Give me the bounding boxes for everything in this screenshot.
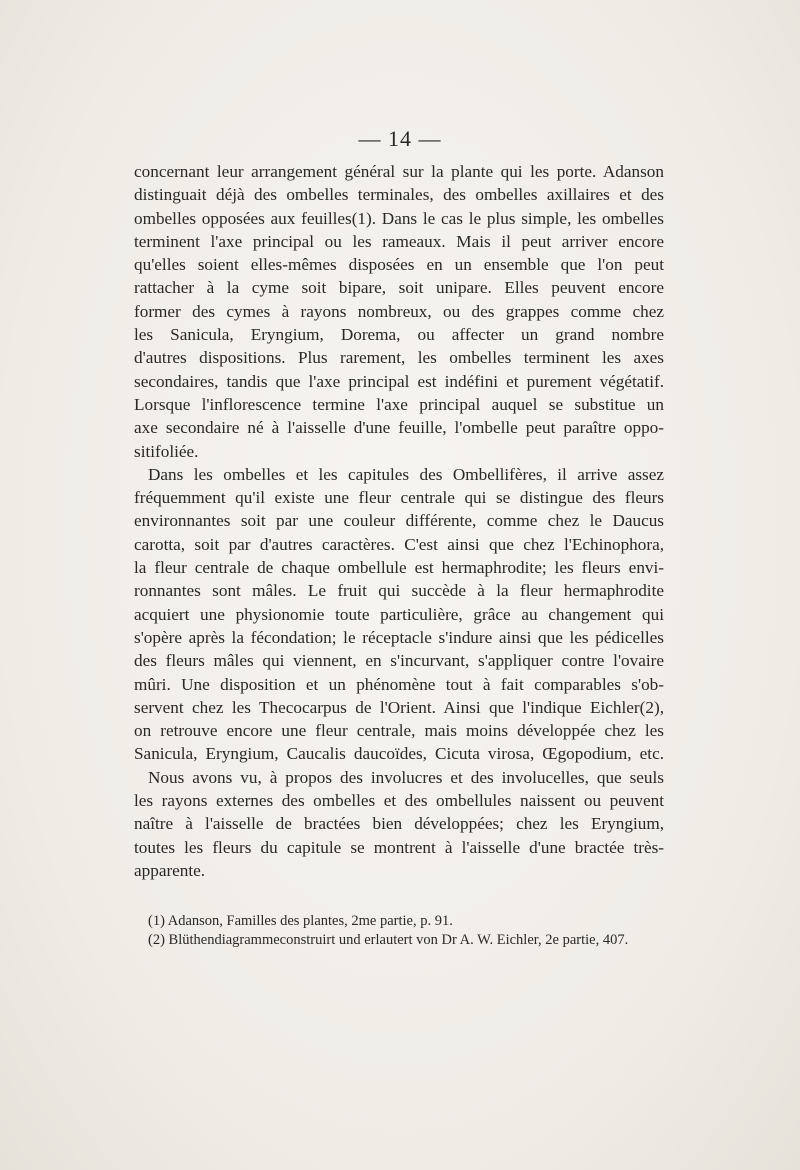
text-line: acquiert une physionomie toute particulière, grâce au changement qui: [134, 604, 664, 624]
text-line: fréquemment qu'il existe une fleur centrale qui se distingue des fleurs: [134, 488, 664, 508]
text-line: rattacher à la cyme soit bipare, soit unipare. Elles peuvent encore: [134, 278, 664, 298]
text-line: qu'elles soient elles-mêmes disposées en un ensemble que l'on peut: [134, 255, 664, 275]
text-line: apparente.: [134, 860, 206, 880]
text-line: Dans les ombelles et les capitules des Ombellifères, il arrive assez: [148, 464, 664, 484]
text-line: mûri. Une disposition et un phénomène tout à fait comparables s'ob-: [134, 674, 664, 694]
text-line: terminent l'axe principal ou les rameaux. Mais il peut arriver encore: [134, 231, 664, 251]
body-text: [134, 160, 664, 882]
text-line: sitifoliée.: [134, 441, 199, 461]
text-line: carotta, soit par d'autres caractères. C'est ainsi que chez l'Echinophora,: [134, 534, 664, 554]
text-line: la fleur centrale de chaque ombellule est hermaphrodite; les fleurs envi-: [134, 558, 664, 578]
text-line: les Sanicula, Eryngium, Dorema, ou affecter un grand nombre: [134, 325, 664, 345]
text-line: Lorsque l'inflorescence termine l'axe principal auquel se substitue un: [134, 394, 664, 414]
text-line: ronnantes sont mâles. Le fruit qui succède à la fleur hermaphrodite: [134, 581, 664, 601]
text-line: toutes les fleurs du capitule se montrent à l'aisselle d'une bractée très-: [134, 837, 664, 857]
text-line: Nous avons vu, à propos des involucres et des involucelles, que seuls: [148, 767, 664, 787]
text-line: les rayons externes des ombelles et des ombellules naissent ou peuvent: [134, 791, 664, 811]
footnote-1: (1) Adanson, Familles des plantes, 2me partie, p. 91.: [148, 913, 453, 929]
text-line: des fleurs mâles qui viennent, en s'incurvant, s'appliquer contre l'ovaire: [134, 651, 664, 671]
text-line: environnantes soit par une couleur différente, comme chez le Daucus: [134, 511, 664, 531]
footnotes: [148, 912, 668, 950]
paragraph-1: [134, 160, 664, 463]
text-line: Sanicula, Eryngium, Caucalis daucoïdes, Cicuta virosa, Œgopodium, etc.: [134, 744, 664, 764]
text-line: naître à l'aisselle de bractées bien développées; chez les Eryngium,: [134, 814, 664, 834]
paragraph-3: [134, 766, 664, 882]
text-line: on retrouve encore une fleur centrale, mais moins développée chez les: [134, 721, 664, 741]
text-line: former des cymes à rayons nombreux, ou des grappes comme chez: [134, 301, 664, 321]
text-line: axe secondaire né à l'aisselle d'une feuille, l'ombelle peut paraître oppo-: [134, 418, 664, 438]
text-line: secondaires, tandis que l'axe principal est indéfini et purement végétatif.: [134, 371, 664, 391]
paragraph-2: [134, 463, 664, 766]
page-number: — 14 —: [358, 126, 442, 151]
text-line: d'autres dispositions. Plus rarement, les ombelles terminent les axes: [134, 348, 664, 368]
footnote-2: (2) Blüthendiagrammeconstruirt und erlautert von Dr A. W. Eichler, 2e partie, 407.: [148, 932, 629, 948]
text-line: distinguait déjà des ombelles terminales, des ombelles axillaires et des: [134, 185, 664, 205]
text-line: ombelles opposées aux feuilles(1). Dans le cas le plus simple, les ombelles: [134, 208, 664, 228]
text-line: servent chez les Thecocarpus de l'Orient. Ainsi que l'indique Eichler(2),: [134, 697, 664, 717]
text-line: s'opère après la fécondation; le réceptacle s'indure ainsi que les pédicelles: [134, 627, 664, 647]
text-line: concernant leur arrangement général sur la plante qui les porte. Adanson: [134, 162, 664, 181]
